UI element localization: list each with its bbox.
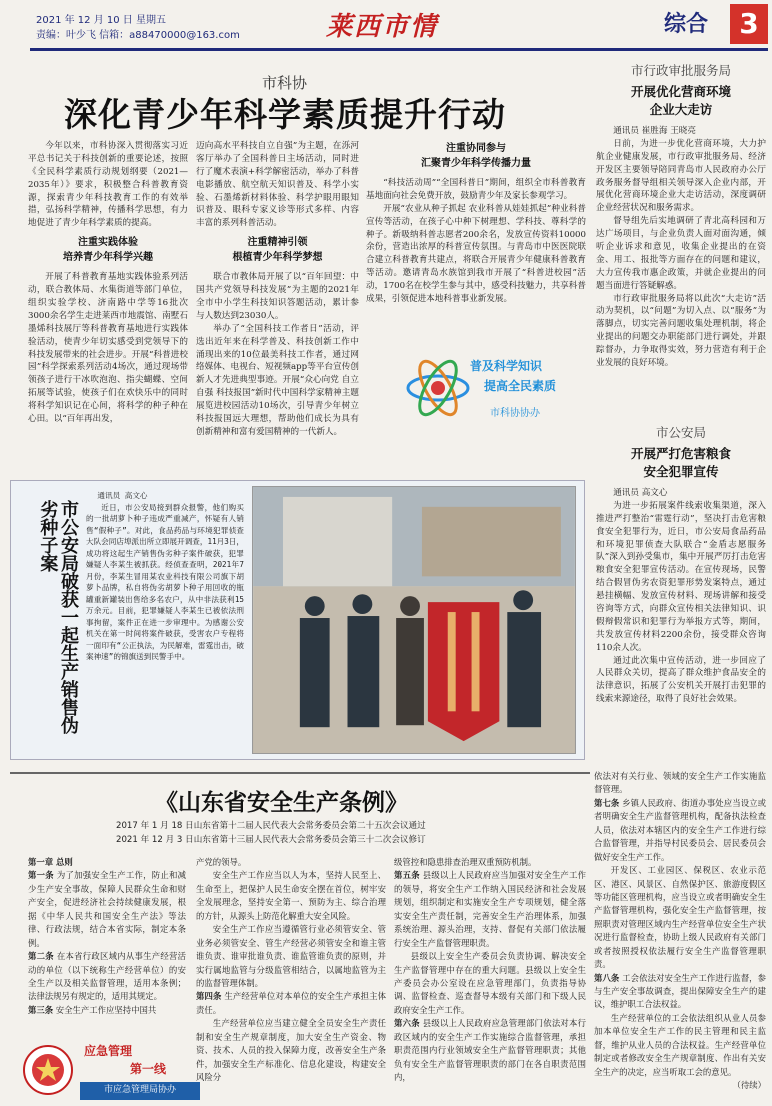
- article-text: 安全生产工作应当遵循管行业必须管安全、管业务必须管安全、管生产经营必须管安全和谁主管谁负责、谁审批谁负责、谁监管谁负责的原则，并实行属地监管与分级监管相结合，以属地监管为主的监督管理体制。: [196, 924, 386, 988]
- article-subheading: 注重实践体验 培养青少年科学兴趣: [63, 237, 153, 263]
- police-photo: [252, 486, 576, 754]
- article-column-1: [28, 140, 188, 426]
- article-label: 第四条: [196, 991, 222, 1002]
- logo-slogan-2: 提高全民素质: [484, 379, 557, 393]
- emergency-title-2: 第一线: [130, 1062, 167, 1076]
- article-text: 级管控和隐患排查治理双重预防机制。: [394, 857, 537, 867]
- article-paragraph: 为进一步拓展案件线索收集渠道，深入推进严打整治“雷霆行动”，坚决打击危害粮食安全犯罪行为，近日，市公安局食品药品和环境犯罪侦查大队联合“金盾志愿服务队”深入到孙受集市，集中开展严厉打击危害粮食安全犯罪宣传活动。在宣传现场，民警结合假冒伪劣农资犯罪形势发案特点，通过悬挂横幅、发放宣传材料、现场讲解和接受咨询等方式，向群众宣传相关法律知识、识假辩假常识和犯罪行为举报方式等，期间，共发放宣传材料2200余份，接受群众咨询110余人次。: [596, 500, 766, 653]
- law-revision-note: 2021 年 12 月 3 日山东省第十三届人民代表大会常务委员会第三十二次会议修订: [116, 835, 426, 845]
- article-paragraph: 市行政审批服务局将以此次“大走访”活动为契机，以“问题”为切入点、以“服务”为落脚点，切实完善问题收集处理机制，将企业提出的问题交办职能部门进行调处，并跟踪督办，力争取得实效，努力营造有利于企业发展的良好环境。: [596, 293, 766, 369]
- section-name: 综合: [664, 12, 709, 37]
- article-text: 生产经营单位的工会依法组织从业人员参加本单位安全生产工作的民主管理和民主监督，维护从业人员的合法权益。生产经营单位制定或者修改安全生产规章制度、作出有关安全生产的决定，应当听取工会的意见。: [594, 1012, 766, 1077]
- right-article-kicker: 市公安局: [655, 425, 706, 440]
- article-text: 生产经营单位对本单位的安全生产承担主体责任。: [196, 991, 387, 1015]
- article-text: 县级以上人民政府应当加强对安全生产工作的领导，将安全生产工作纳入国民经济和社会发展规划，组织制定和实施安全生产专项规划，健全落实安全生产责任制，完善安全生产治理体系，加强系统治理、源头治理，支持、督促有关部门依法履行安全生产监督管理职责。: [394, 870, 587, 948]
- article-kicker: 市科协: [262, 74, 308, 92]
- article-paragraph: 督导组先后实地调研了青北高科园和万达广场项目，与企业负责人面对面沟通，倾听企业诉求和意见，收集企业提出的在资金、用工、报批等方面存在的问题和建议，大力宣传我市惠企政策，并就企业提出的问题当面进行答疑解惑。: [596, 216, 766, 291]
- editor-info: 责编：叶少飞 信箱：a88470000@163.com: [36, 30, 240, 41]
- article-text: 工会依法对安全生产工作进行监督，参与生产安全事故调查，提出保障安全生产的建议，维护职工合法权益。: [594, 972, 767, 1010]
- article-text: 县级以上安全生产委员会负责协调、解决安全生产监督管理中存在的重大问题。县级以上安全生产委员会办公室设在应急管理部门，负责指导协调、监督检查、巡查督导本级有关部门和下级人民政府安全生产工作。: [394, 951, 586, 1015]
- header-rule: [30, 48, 768, 51]
- right-article-2: [596, 424, 766, 706]
- article-paragraph: 举办了“全国科技工作者日”活动，评选出近年来在科学普及、科技创新工作中涌现出来的10位最美科技工作者，通过网络媒体、电视台、短视频app等平台宣传创新人才先进典型事迹。开展“众心向党 自立自强 科技报国”新时代中国科学家精神主题展览进校园活动10场次，引导青少年树立科技报国远大理想，帮助他们成长为具有创新精神和富有爱国精神的一代新人。: [196, 323, 359, 437]
- masthead: 莱西市情: [326, 12, 439, 42]
- article-column-3: [366, 140, 586, 306]
- article-column-2: [196, 140, 359, 439]
- article-paragraph: “科技活动周”“全国科普日”期间，组织全市科普教育基地面向社会免费开放，鼓励青少年及家长参观学习。: [366, 178, 586, 201]
- article-text: 生产经营单位应当建立健全全员安全生产责任制和安全生产规章制度，加大安全生产资金、物资、技术、人员的投入保障力度，改善安全生产条件，加强安全生产标准化、信息化建设，构建安全风险分: [196, 1018, 386, 1082]
- article-label: 第三条: [28, 1004, 54, 1015]
- law-column-2: [196, 856, 386, 1084]
- law-column-4: [594, 770, 766, 1093]
- article-text: 县级以上人民政府应急管理部门依法对本行政区域内的安全生产工作实施综合监督管理，承担职责范围内行业领域安全生产监督管理职责；其他负有安全生产监督管理职责的部门在各自职责范围内，: [394, 1018, 587, 1082]
- byline: 通讯员 崔胜海 王晓亮: [613, 126, 696, 136]
- police-story-text: [86, 490, 244, 663]
- article-paragraph: 通过此次集中宣传活动，进一步回应了人民群众关切，提高了群众维护食品安全的法律意识，拓展了公安机关开展打击犯罪的线索来源途径，取得了良好社会效果。: [596, 655, 766, 705]
- article-text: 开发区、工业园区、保税区、农业示范区、港区、风景区、自然保护区、旅游度假区等功能区管理机构，应当设立或者明确安全生产监督管理机构，强化安全生产监督管理，按照职责对管理区域内生产经营单位安全生产状况进行监督检查，协助上级人民政府有关部门或者按照授权依法履行安全生产监督管理职责。: [594, 865, 766, 970]
- emergency-organizer: 市应急管理局协办: [80, 1082, 200, 1100]
- article-paragraph: 开展“农业从种子抓起 农业科普从娃娃抓起”种业科普宣传等活动，在孩子心中种下树理想、学科技、尊科学的种子。新吸纳科普志愿者200余名，发放宣传资料10000余份，营造出浓厚的科普宣传氛围。与青岛市中医医院联合建立科普教育共建点，将联合开展青少年健康科普教育等活动。邀请青岛水族馆到我市开展了“科普进校园”活动，1700名在校学生参与其中，感受科技魅力，共享科普成果，引领促进本地科普事业新发展。: [366, 203, 586, 305]
- right-article-kicker: 市行政审批服务局: [630, 63, 731, 78]
- article-paragraph: 迈向高水平科技自立自强”为主题，在泺河客厅举办了全国科普日主场活动，同时进行了魔术表演+科学解密活动，举办了科普电影播放、航空航天知识普及、科学小实验、石墨烯新材料体验、科学护眼用眼知识普及、眼科专家义诊等形式多样、内容丰富的系列科普活动。: [196, 141, 359, 229]
- article-label: 第八条: [594, 972, 620, 983]
- emergency-title-1: 应急管理: [84, 1044, 133, 1058]
- police-story-body: 近日，市公安局接到群众报警，他们购买的一批胡萝卜种子违成严重减产，怀疑有人销售“假种子”。对此，食品药品与环境犯罪侦查大队会同店埠派出所立即展开调查，11月3日，成功将这起生产销售伪劣种子案件破获，犯罪嫌疑人李某生被抓获。经侦查查明，2021年7月份，李某生冒用某农业科技有限公司旗下胡萝卜品牌，私自将伪劣胡萝卜种子用回收的瓶罐重新罐装出售给多名农户，从中非法获利15万余元。目前，犯罪嫌疑人李某生已被依法刑事拘留，案件正在进一步审理中。为感谢公安机关在第一时间将案件破获，受害农户专程将一面印有“公正执法，为民解难，雷霆出击，破案神速”的锦旗送到民警手中。: [86, 502, 244, 662]
- law-adoption-note: 2017 年 1 月 18 日山东省第十二届人民代表大会常务委员会第二十五次会议通过: [116, 821, 426, 831]
- article-text: 安全生产工作应当以人为本，坚持人民至上、生命至上，把保护人民生命安全摆在首位，树牢安全发展理念，坚持安全第一、预防为主、综合治理的方针，从源头上防范化解重大安全风险。: [196, 870, 386, 921]
- logo-slogan-1: 普及科学知识: [470, 359, 543, 373]
- article-text: 在本省行政区域内从事生产经营活动的单位（以下统称生产经营单位）的安全生产以及相关监督管理，适用本条例；法律法规另有规定的，适用其规定。: [28, 951, 186, 1002]
- law-column-1: [28, 856, 186, 1017]
- article-text: 依法对有关行业、领域的安全生产工作实施监督管理。: [594, 771, 766, 795]
- right-article-title: 开展严打危害粮食 安全犯罪宣传: [630, 445, 731, 479]
- police-story-title: 市公安局破获一起生产销售伪劣种子案: [37, 500, 79, 734]
- byline: 通讯员 高文心: [97, 491, 148, 500]
- article-title: 深化青少年科学素质提升行动: [64, 95, 506, 134]
- article-subheading: 注重协同参与 汇聚青少年科学传播力量: [421, 143, 531, 169]
- page-number: 3: [730, 4, 768, 44]
- continued-note: （待续）: [732, 1080, 766, 1091]
- law-title: 《山东省安全生产条例》: [155, 790, 408, 816]
- article-text: 为了加强安全生产工作，防止和减少生产安全事故，保障人民群众生命和财产安全，促进经济社会持续健康发展，根据《中华人民共和国安全生产法》等法律、行政法规，结合本省实际，制定本条例。: [28, 870, 186, 948]
- article-label: 第二条: [28, 951, 54, 962]
- article-paragraph: 联合市教体局开展了以“百年回望：中国共产党领导科技发展”为主题的2021年全市中小学生科技知识答题活动，累计参与人数达到23030人。: [196, 272, 359, 321]
- article-text: 安全生产工作应坚持中国共: [55, 1004, 157, 1015]
- article-paragraph: 日前，为进一步优化营商环境，大力护航企业健康发展，市行政审批服务局、经济开发区主要领导陪同青岛市人民政府办公厅政务服务督导组相关领导深入企业内部，开展优化营商环境企业大走访活动，深度调研企业经营状况和服务需求。: [596, 138, 766, 214]
- article-label: 第五条: [394, 870, 420, 881]
- section-divider: [10, 772, 590, 774]
- right-article-1: [596, 62, 766, 370]
- byline: 通讯员 高文心: [613, 488, 668, 498]
- article-subheading: 注重精神引领 根植青少年科学梦想: [232, 237, 323, 263]
- article-text: 乡镇人民政府、街道办事处应当设立或者明确安全生产监督管理机构，配备执法检查人员，依法对本辖区内的安全生产工作进行综合监督管理，并指导村民委员会、居民委员会做好安全生产工作。: [594, 797, 767, 862]
- chapter-heading: 第一章 总则: [28, 857, 73, 867]
- article-paragraph: 今年以来，市科协深入贯彻落实习近平总书记关于科技创新的重要论述，按照《全民科学素质行动规划纲要（2021—2035年）》要求，积极整合科普教育资源，探索青少年科技教育工作的有效举措，弘扬科学精神，传播科学思想，有力地促进了青少年科学素质的提高。: [28, 141, 188, 229]
- issue-date: 2021 年 12 月 10 日 星期五: [36, 15, 166, 26]
- article-paragraph: 开展了科普教育基地实践体验系列活动，联合教体局、水集街道等部门单位，组织实验学校、济南路中学等16批次3000余名学生走进莱西市地震馆、南墅石墨烯科技展厅等科普教育基地进行实践体验活动，使青少年切实感受到党领导下的科技发展带来的社会进步。开展“科普进校园”科学探索系列活动4场次，通过现场带领孩子进行干冰吹泡泡、指尖蝴蝶、空间拓展等试验，使孩子们在欢快乐中的同时将科学知识记在心间，将科学的种子种在心田。以“百年再出发，: [28, 272, 188, 425]
- law-column-3: [394, 856, 586, 1084]
- right-article-title: 开展优化营商环境 企业大走访: [630, 83, 731, 117]
- article-label: 第六条: [394, 1018, 420, 1029]
- article-label: 第七条: [594, 797, 620, 808]
- article-text: 产党的领导。: [196, 857, 247, 867]
- logo-organizer: 市科协协办: [490, 408, 540, 419]
- article-label: 第一条: [28, 870, 54, 881]
